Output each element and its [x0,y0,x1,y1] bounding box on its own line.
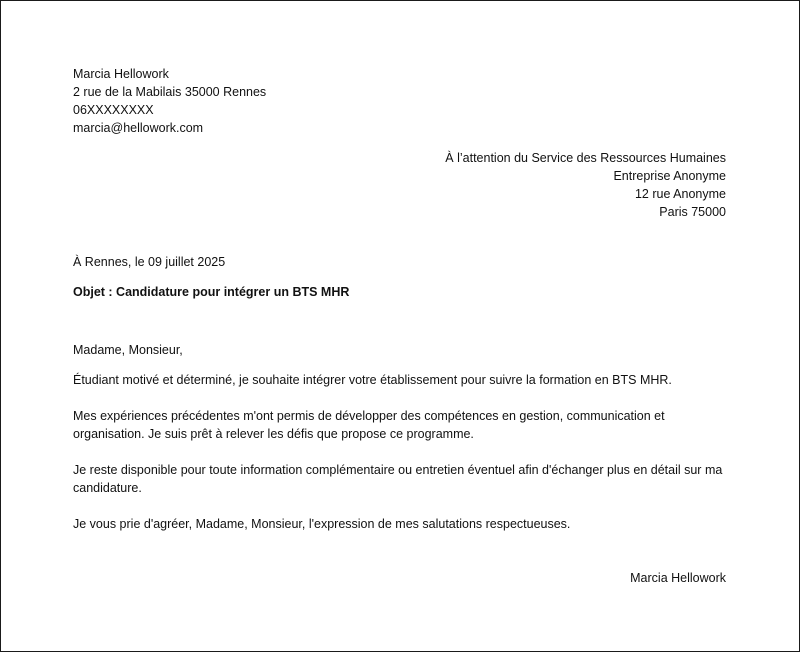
sender-address: 2 rue de la Mabilais 35000 Rennes [73,85,267,99]
date-line: À Rennes, le 09 juillet 2025 [73,255,226,269]
letter-body [73,65,726,587]
signature: Marcia Hellowork [630,571,726,585]
sender-phone: 06XXXXXXXX [73,103,154,117]
paragraph-closing: Je vous prie d'agréer, Madame, Monsieur, l'expression de mes salutations respectueuses. [73,517,571,531]
paragraph-experience: Mes expériences précédentes m'ont permis de développer des compétences en gestion, communication et organisation. Je suis prêt à relever les défis que propose ce programme. [73,409,665,441]
sender-block [73,65,726,137]
paragraph-intro: Étudiant motivé et déterminé, je souhaite intégrer votre établissement pour suivre la formation en BTS MHR. [73,373,672,387]
recipient-street: 12 rue Anonyme [634,187,726,201]
sender-name: Marcia Hellowork [73,67,169,81]
greeting: Madame, Monsieur, [73,343,183,357]
recipient-attention: À l’attention du Service des Ressources Humaines [445,151,726,165]
sender-email: marcia@hellowork.com [73,121,204,135]
recipient-city: Paris 75000 [659,205,726,219]
paragraph-availability: Je reste disponible pour toute information complémentaire ou entretien éventuel afin d'échanger plus en détail sur ma candidature. [73,463,723,495]
subject-line: Objet : Candidature pour intégrer un BTS MHR [73,285,350,299]
recipient-company: Entreprise Anonyme [613,169,726,183]
recipient-block [73,149,726,221]
